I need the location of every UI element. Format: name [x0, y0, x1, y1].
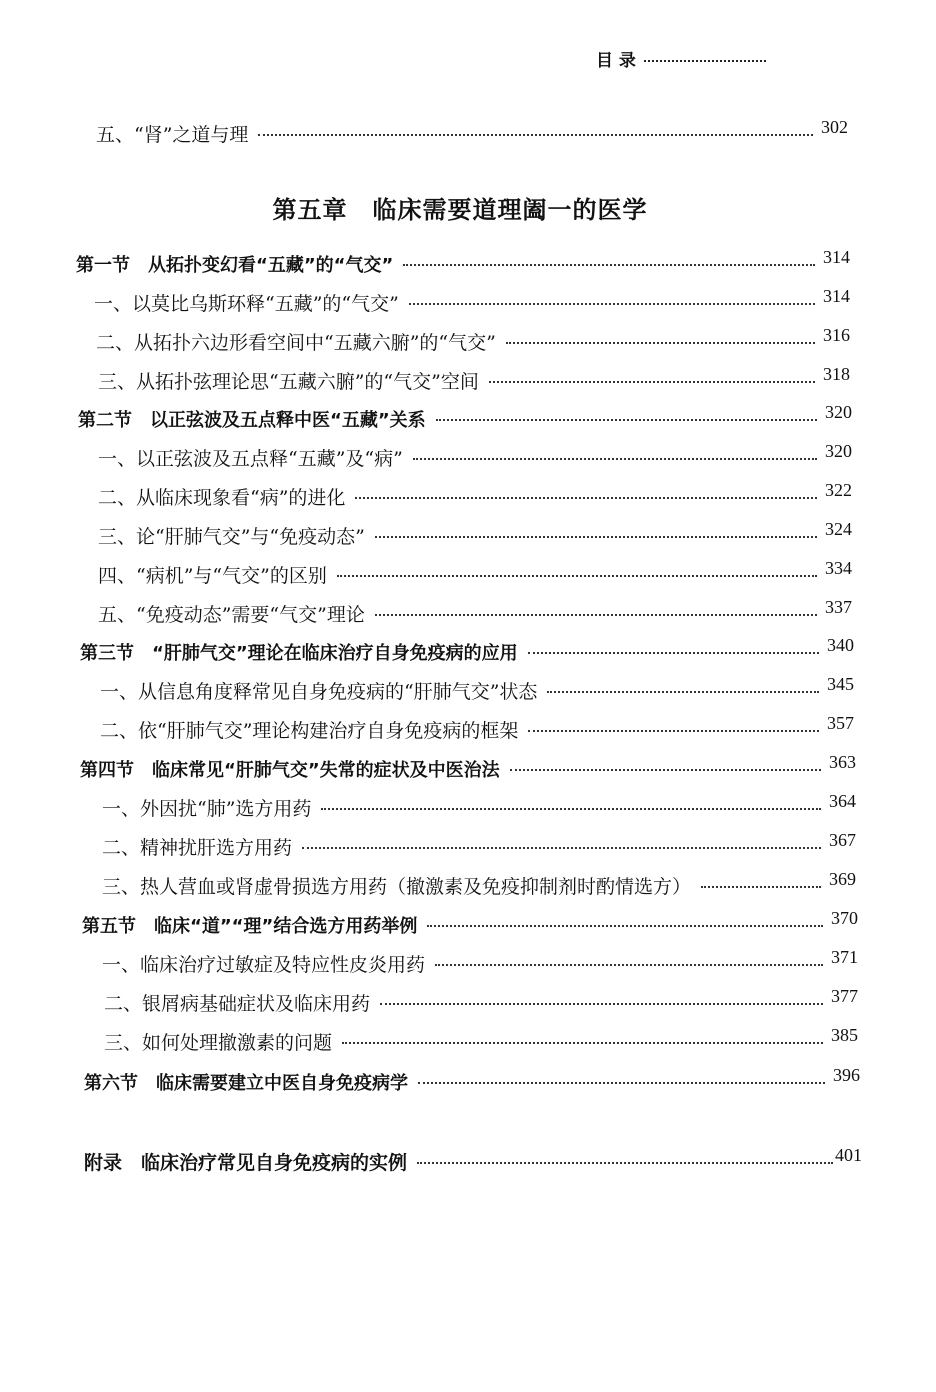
toc-page-number: 396 — [833, 1065, 860, 1085]
toc-entry-label: 附录 临床治疗常见自身免疫病的实例 — [84, 1152, 408, 1174]
dot-leader — [418, 1082, 825, 1084]
toc-entry-label: 三、热人营血或肾虚骨损选方用药（撤激素及免疫抑制剂时酌情选方） — [102, 876, 692, 898]
dot-leader — [355, 497, 817, 499]
toc-item[interactable] — [100, 713, 854, 744]
dot-leader — [528, 652, 819, 654]
toc-entry-label: 五、“免疫动态”需要“气交”理论 — [98, 604, 365, 626]
dot-leader — [413, 458, 817, 460]
toc-item[interactable] — [98, 480, 852, 511]
toc-page-number: 385 — [831, 1025, 858, 1045]
toc-entry-label: 五、“肾”之道与理 — [96, 124, 249, 146]
dot-leader — [337, 575, 817, 577]
toc-page-number: 377 — [831, 986, 858, 1006]
dot-leader — [403, 264, 815, 266]
toc-appendix[interactable] — [84, 1145, 862, 1176]
toc-item[interactable] — [98, 597, 852, 628]
dot-leader — [342, 1042, 823, 1044]
dot-leader — [506, 342, 815, 344]
toc-page-number: 337 — [825, 597, 852, 617]
toc-entry-label: 第五节 临床“道”“理”结合选方用药举例 — [82, 916, 418, 937]
toc-item[interactable] — [94, 286, 850, 317]
toc-entry-label: 第一节 从拓扑变幻看“五藏”的“气交” — [76, 255, 394, 276]
toc-entry-label: 三、如何处理撤激素的问题 — [104, 1032, 333, 1054]
toc-entry-label: 一、从信息角度释常见自身免疫病的“肝肺气交”状态 — [100, 681, 538, 703]
toc-section-1[interactable] — [76, 247, 850, 279]
toc-entry-label: 二、从临床现象看“病”的进化 — [98, 487, 346, 509]
dot-leader — [258, 134, 813, 136]
toc-entry-label: 二、从拓扑六边形看空间中“五藏六腑”的“气交” — [96, 332, 496, 354]
toc-page-number: 316 — [823, 325, 850, 345]
toc-page-number: 314 — [823, 247, 850, 267]
dot-leader — [417, 1162, 833, 1164]
dot-leader — [409, 303, 815, 305]
toc-entry-label: 二、依“肝肺气交”理论构建治疗自身免疫病的框架 — [100, 720, 519, 742]
running-head — [596, 46, 766, 71]
toc-page-number: 370 — [831, 908, 858, 928]
dot-leader — [302, 847, 821, 849]
toc-section-3[interactable] — [80, 635, 854, 667]
toc-entry-label: 一、以莫比乌斯环释“五藏”的“气交” — [94, 293, 399, 315]
running-head-leader — [644, 60, 766, 62]
toc-item[interactable] — [98, 519, 852, 550]
toc-page-number: 401 — [835, 1145, 862, 1165]
toc-entry-label: 第六节 临床需要建立中医自身免疫病学 — [84, 1073, 408, 1094]
dot-leader — [435, 964, 823, 966]
dot-leader — [489, 381, 815, 383]
toc-page-number: 369 — [829, 869, 856, 889]
toc-page-number: 334 — [825, 558, 852, 578]
toc-page-number: 357 — [827, 713, 854, 733]
toc-item[interactable] — [102, 830, 856, 861]
toc-entry-label: 第三节 “肝肺气交”理论在临床治疗自身免疫病的应用 — [80, 643, 518, 664]
toc-entry-label: 一、以正弦波及五点释“五藏”及“病” — [98, 448, 403, 470]
toc-page-number: 314 — [823, 286, 850, 306]
dot-leader — [436, 419, 817, 421]
toc-entry-label: 二、精神扰肝选方用药 — [102, 837, 293, 859]
toc-item[interactable] — [102, 869, 856, 900]
toc-page-number: 320 — [825, 402, 852, 422]
toc-page-number: 367 — [829, 830, 856, 850]
dot-leader — [547, 691, 819, 693]
toc-entry-label: 一、临床治疗过敏症及特应性皮炎用药 — [102, 954, 426, 976]
toc-item[interactable] — [102, 791, 856, 822]
toc-item[interactable] — [104, 986, 858, 1017]
chapter-title: 第五章 临床需要道理阖一的医学 — [272, 195, 648, 224]
toc-item[interactable] — [98, 441, 852, 472]
toc-section-6[interactable] — [84, 1065, 860, 1097]
toc-page-number: 302 — [821, 117, 848, 137]
dot-leader — [375, 536, 817, 538]
toc-section-5[interactable] — [82, 908, 858, 940]
toc-page-number: 371 — [831, 947, 858, 967]
running-head-label: 目 录 — [596, 51, 636, 71]
toc-page-number: 320 — [825, 441, 852, 461]
toc-item[interactable] — [102, 947, 858, 978]
toc-page-number: 345 — [827, 674, 854, 694]
toc-entry-prev[interactable] — [96, 117, 848, 148]
toc-page-number: 324 — [825, 519, 852, 539]
dot-leader — [701, 886, 821, 888]
toc-page-number: 364 — [829, 791, 856, 811]
toc-entry-label: 二、银屑病基础症状及临床用药 — [104, 993, 371, 1015]
toc-page-number: 340 — [827, 635, 854, 655]
toc-page-number: 363 — [829, 752, 856, 772]
dot-leader — [380, 1003, 823, 1005]
dot-leader — [321, 808, 821, 810]
toc-item[interactable] — [98, 558, 852, 589]
dot-leader — [528, 730, 819, 732]
toc-entry-label: 三、从拓扑弦理论思“五藏六腑”的“气交”空间 — [98, 371, 479, 393]
toc-item[interactable] — [96, 325, 850, 356]
toc-entry-label: 第四节 临床常见“肝肺气交”失常的症状及中医治法 — [80, 760, 500, 781]
toc-item[interactable] — [100, 674, 854, 705]
toc-page-number: 322 — [825, 480, 852, 500]
toc-item[interactable] — [98, 364, 850, 395]
toc-section-4[interactable] — [80, 752, 856, 784]
toc-entry-label: 三、论“肝肺气交”与“免疫动态” — [98, 526, 365, 548]
dot-leader — [510, 769, 821, 771]
toc-entry-label: 四、“病机”与“气交”的区别 — [98, 565, 327, 587]
dot-leader — [375, 614, 817, 616]
toc-page-number: 318 — [823, 364, 850, 384]
toc-item[interactable] — [104, 1025, 858, 1056]
dot-leader — [427, 925, 823, 927]
toc-entry-label: 第二节 以正弦波及五点释中医“五藏”关系 — [78, 410, 426, 431]
toc-section-2[interactable] — [78, 402, 852, 434]
toc-entry-label: 一、外因扰“肺”选方用药 — [102, 798, 312, 820]
